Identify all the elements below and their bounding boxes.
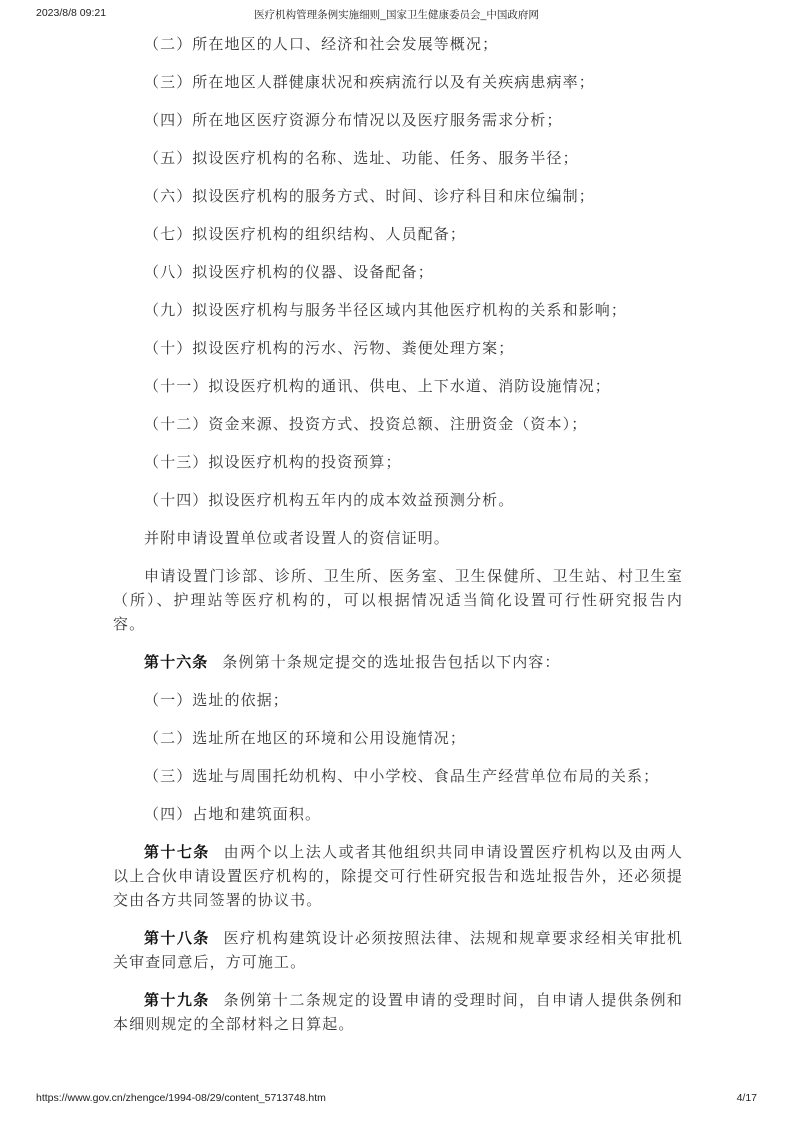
list-item: （二）选址所在地区的环境和公用设施情况； <box>144 729 467 747</box>
list-item: （十一）拟设医疗机构的通讯、供电、上下水道、消防设施情况； <box>144 377 611 395</box>
list-item: （八）拟设医疗机构的仪器、设备配备； <box>144 263 434 281</box>
article-17-title: 第十七条 <box>144 843 210 861</box>
article-19 <box>113 988 683 1036</box>
article-16-title: 第十六条 <box>144 653 209 671</box>
document-title: 医疗机构管理条例实施细则_国家卫生健康委员会_中国政府网 <box>254 9 539 21</box>
list-item: （二）所在地区的人口、经济和社会发展等概况； <box>144 35 499 53</box>
list-item: （三）选址与周围托幼机构、中小学校、食品生产经营单位布局的关系； <box>144 767 660 785</box>
document-body <box>113 32 683 1050</box>
list-item: （十）拟设医疗机构的污水、污物、粪便处理方案； <box>144 339 515 357</box>
article-19-text: 条例第十二条规定的设置申请的受理时间，自申请人提供条例和本细则规定的全部材料之日算起。 <box>113 991 683 1033</box>
page-number: 4/17 <box>736 1092 757 1104</box>
attachment-paragraph: 并附申请设置单位或者设置人的资信证明。 <box>144 529 450 547</box>
print-date: 2023/8/8 09:21 <box>36 7 107 19</box>
list-item: （九）拟设医疗机构与服务半径区域内其他医疗机构的关系和影响； <box>144 301 628 319</box>
article-18-title: 第十八条 <box>144 929 210 947</box>
page-header <box>36 7 757 23</box>
list-item: （四）所在地区医疗资源分布情况以及医疗服务需求分析； <box>144 111 563 129</box>
article-18 <box>113 926 683 974</box>
article-17-text: 由两个以上法人或者其他组织共同申请设置医疗机构以及由两人以上合伙申请设置医疗机构的，除提交可行性研究报告和选址报告外，还必须提交由各方共同签署的协议书。 <box>113 843 683 909</box>
list-item: （四）占地和建筑面积。 <box>144 805 322 823</box>
list-item: （十三）拟设医疗机构的投资预算； <box>144 453 402 471</box>
article-19-title: 第十九条 <box>144 991 210 1009</box>
page-footer <box>36 1092 757 1108</box>
list-item: （七）拟设医疗机构的组织结构、人员配备； <box>144 225 467 243</box>
article-16-text: 条例第十条规定提交的选址报告包括以下内容： <box>222 653 561 671</box>
article-17 <box>113 840 683 912</box>
list-item: （一）选址的依据； <box>144 691 289 709</box>
simplification-paragraph: 申请设置门诊部、诊所、卫生所、医务室、卫生保健所、卫生站、村卫生室（所）、护理站等医疗机构的，可以根据情况适当简化设置可行性研究报告内容。 <box>113 567 683 633</box>
article-18-text: 医疗机构建筑设计必须按照法律、法规和规章要求经相关审批机关审查同意后，方可施工。 <box>113 929 683 971</box>
list-item: （三）所在地区人群健康状况和疾病流行以及有关疾病患病率； <box>144 73 595 91</box>
page-url: https://www.gov.cn/zhengce/1994-08/29/content_5713748.htm <box>36 1092 326 1104</box>
list-item: （十四）拟设医疗机构五年内的成本效益预测分析。 <box>144 491 515 509</box>
article-16 <box>113 650 683 674</box>
list-item: （五）拟设医疗机构的名称、选址、功能、任务、服务半径； <box>144 149 579 167</box>
list-item: （十二）资金来源、投资方式、投资总额、注册资金（资本）； <box>144 415 588 433</box>
list-item: （六）拟设医疗机构的服务方式、时间、诊疗科目和床位编制； <box>144 187 595 205</box>
